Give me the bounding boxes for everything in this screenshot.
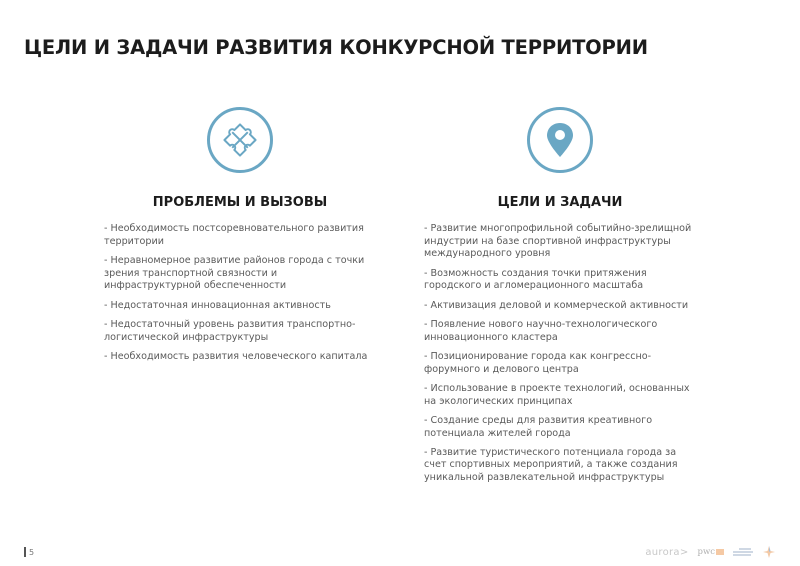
list-item: - Недостаточная инновационная активность [104,299,331,311]
problems-heading: ПРОБЛЕМЫ И ВЫЗОВЫ [152,195,328,210]
list-item: - Создание среды для развития креативного потенциала жителей города [424,414,653,439]
pwc-logo-text: pwc [697,547,715,557]
puzzle-icon [220,120,260,160]
page-marker [24,547,26,557]
page-title: ЦЕЛИ И ЗАДАЧИ РАЗВИТИЯ КОНКУРСНОЙ ТЕРРИТОРИИ [24,36,648,59]
pwc-logo [698,547,724,557]
map-pin-icon [545,122,575,158]
list-item: - Развитие туристического потенциала города за счет спортивных мероприятий, а также создания уникальной развлекательной инфраструктуры [424,446,678,484]
list-item: - Возможность создания точки притяжения городского и агломерационного масштаба [424,267,647,292]
partner-logo-small [733,548,753,556]
map-pin-icon-circle [527,107,593,173]
puzzle-icon-circle [207,107,273,173]
list-item: - Использование в проекте технологий, основанных на экологических принципах [424,382,690,407]
page-number [24,547,34,557]
page-number-text: 5 [29,547,35,557]
list-item: - Позиционирование города как конгрессно-форумного и делового центра [424,350,652,375]
list-item: - Необходимость развития человеческого капитала [104,350,368,362]
list-item: - Недостаточный уровень развития транспортно-логистической инфраструктуры [104,318,356,343]
list-item: - Необходимость постсоревновательного развития территории [104,223,364,247]
goals-list [424,223,700,491]
partner-logos [645,545,776,559]
list-item: - Неравномерное развитие районов города с точки зрения транспортной связности и инфраструктурной обеспеченности [104,254,365,292]
list-item: - Появление нового научно-технологического инновационного кластера [424,318,658,343]
problems-list [104,223,376,370]
aurora-logo: aurora> [645,546,689,558]
list-item: - Развитие многопрофильной событийно-зрелищной индустрии на базе спортивной инфраструктуры международного уровня [424,223,692,260]
pwc-mark-icon [716,549,724,555]
list-item: - Активизация деловой и коммерческой активности [424,299,689,311]
star-logo-icon [762,545,776,559]
goals-heading: ЦЕЛИ И ЗАДАЧИ [497,195,623,210]
